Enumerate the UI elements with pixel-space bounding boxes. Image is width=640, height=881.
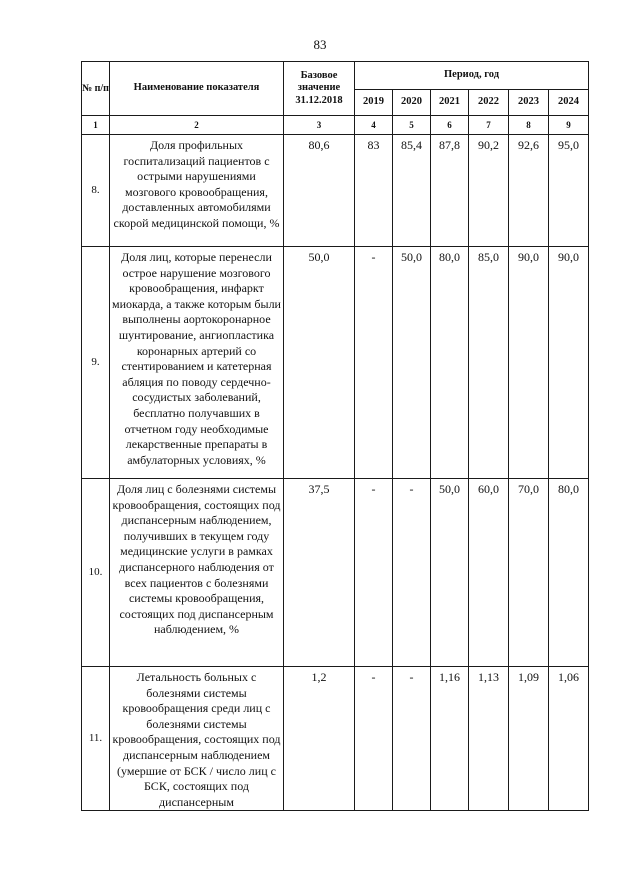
column-number: 7	[469, 116, 509, 135]
year-value: 1,06	[549, 667, 589, 811]
year-value: 80,0	[431, 247, 469, 479]
header-year: 2020	[393, 90, 431, 116]
column-number: 4	[355, 116, 393, 135]
indicators-table	[81, 61, 589, 811]
page-number: 83	[313, 37, 327, 52]
year-value: 92,6	[509, 135, 549, 247]
year-value: 50,0	[393, 247, 431, 479]
column-number: 9	[549, 116, 589, 135]
table-row	[82, 667, 589, 811]
year-value: 83	[355, 135, 393, 247]
year-value: 90,2	[469, 135, 509, 247]
table-row	[82, 135, 589, 247]
column-numbers-row	[82, 116, 589, 135]
year-value: 80,0	[549, 479, 589, 667]
row-number: 11.	[82, 667, 110, 811]
year-value: -	[393, 667, 431, 811]
row-number: 9.	[82, 247, 110, 479]
column-number: 3	[284, 116, 355, 135]
year-value: 87,8	[431, 135, 469, 247]
header-year: 2023	[509, 90, 549, 116]
column-number: 1	[82, 116, 110, 135]
header-period: Период, год	[355, 62, 589, 90]
column-number: 5	[393, 116, 431, 135]
year-value: -	[393, 479, 431, 667]
row-number: 10.	[82, 479, 110, 667]
year-value: 85,0	[469, 247, 509, 479]
year-value: 60,0	[469, 479, 509, 667]
header-num: № п/п	[82, 62, 110, 116]
header-year: 2021	[431, 90, 469, 116]
year-value: 1,09	[509, 667, 549, 811]
year-value: 1,16	[431, 667, 469, 811]
year-value: 70,0	[509, 479, 549, 667]
indicator-name: Доля лиц, которые перенесли острое нарушение мозгового кровообращения, инфаркт миокарда, а также которым были выполнены аортокоронарное шунтирование, ангиопластика коронарных артерий со стентированием и катетерная абляция по поводу сердечно-сосудистых заболеваний, бесплатно получавших в отчетном году необходимые лекарственные препараты в амбулаторных условиях, %	[110, 247, 284, 479]
year-value: 85,4	[393, 135, 431, 247]
indicator-name: Летальность больных с болезнями системы кровообращения среди лиц с болезнями системы кровообращения, состоящих под диспансерным наблюдением (умершие от БСК / число лиц с БСК, состоящих под диспансерным	[110, 667, 284, 811]
header-year: 2019	[355, 90, 393, 116]
year-value: -	[355, 247, 393, 479]
row-number: 8.	[82, 135, 110, 247]
indicator-name: Доля профильных госпитализаций пациентов с острыми нарушениями мозгового кровообращения, доставленных автомобилями скорой медицинской помощи, %	[110, 135, 284, 247]
year-value: 90,0	[549, 247, 589, 479]
base-value: 50,0	[284, 247, 355, 479]
table-row	[82, 247, 589, 479]
year-value: -	[355, 667, 393, 811]
table-row	[82, 479, 589, 667]
year-value: 90,0	[509, 247, 549, 479]
column-number: 6	[431, 116, 469, 135]
header-year: 2022	[469, 90, 509, 116]
base-value: 1,2	[284, 667, 355, 811]
base-value: 37,5	[284, 479, 355, 667]
header-year: 2024	[549, 90, 589, 116]
year-value: 95,0	[549, 135, 589, 247]
year-value: 50,0	[431, 479, 469, 667]
column-number: 2	[110, 116, 284, 135]
header-base: Базовое значение 31.12.2018	[284, 62, 355, 116]
column-number: 8	[509, 116, 549, 135]
year-value: 1,13	[469, 667, 509, 811]
base-value: 80,6	[284, 135, 355, 247]
indicator-name: Доля лиц с болезнями системы кровообращения, состоящих под диспансерным наблюдением, получивших в текущем году медицинские услуги в рамках диспансерного наблюдения от всех пациентов с болезнями системы кровообращения, состоящих под диспансерным наблюдением, %	[110, 479, 284, 667]
year-value: -	[355, 479, 393, 667]
header-name: Наименование показателя	[110, 62, 284, 116]
